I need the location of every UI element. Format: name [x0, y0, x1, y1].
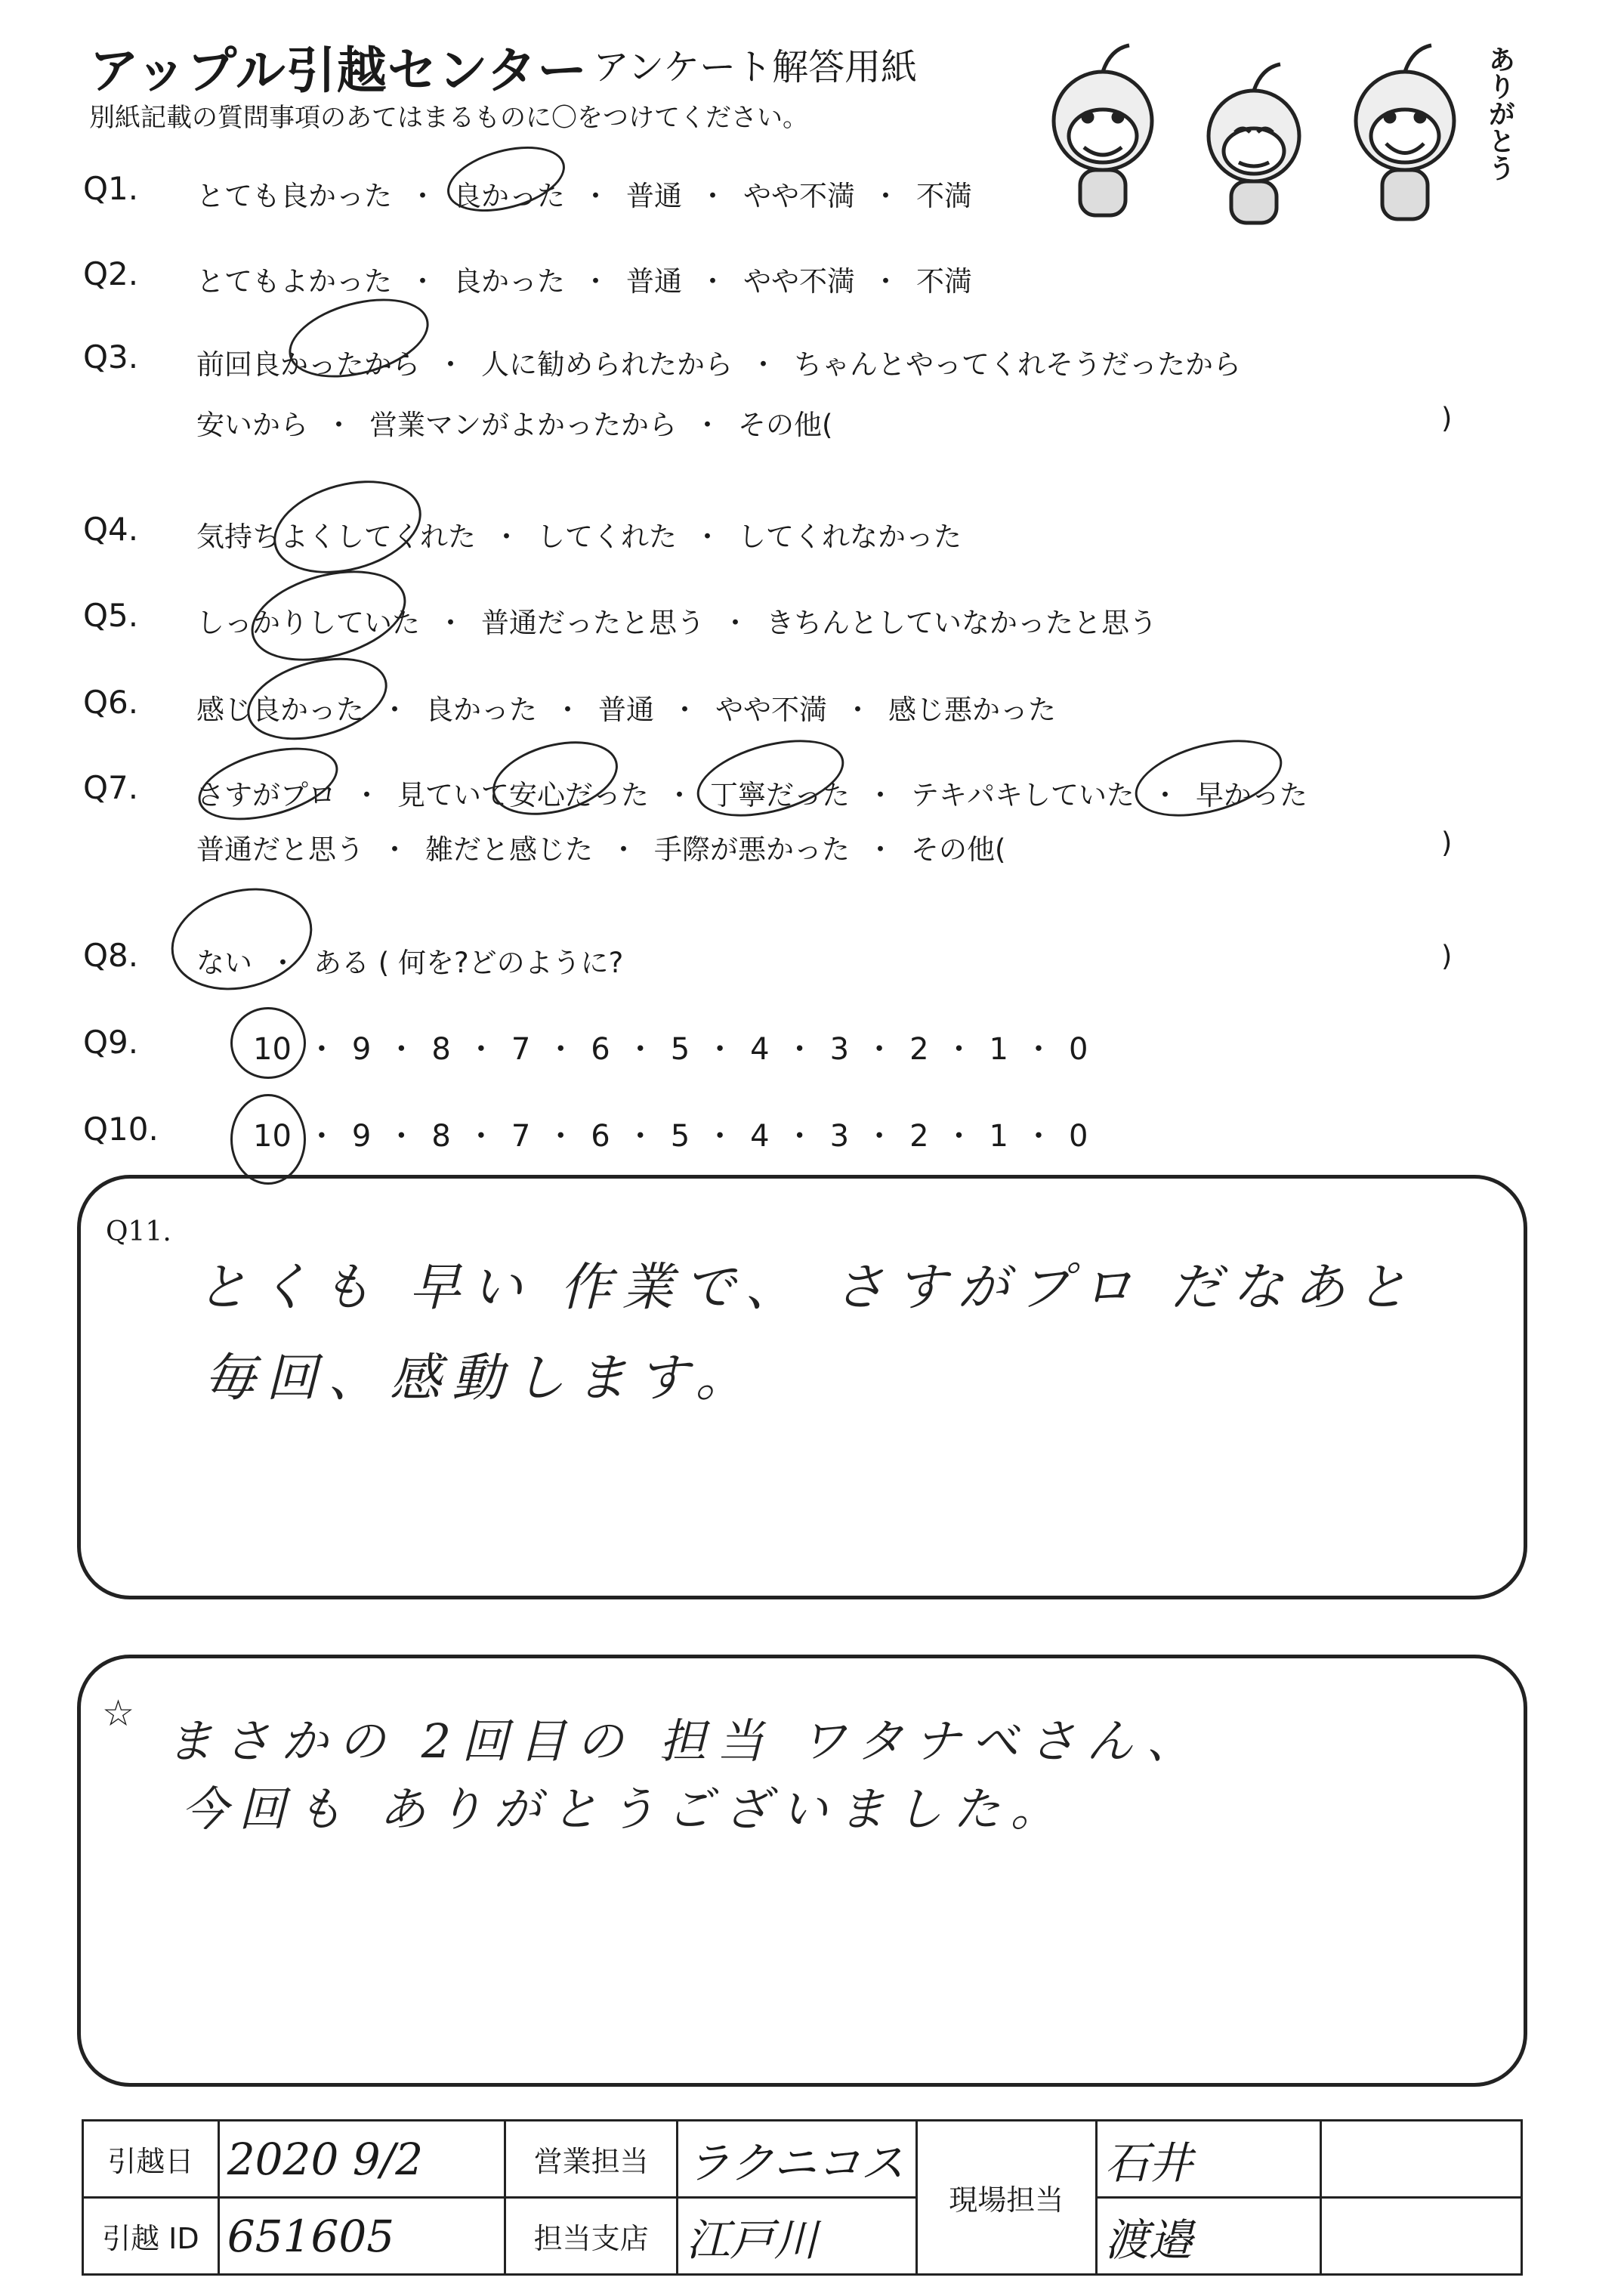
moving-id-label: 引越 ID — [83, 2198, 219, 2275]
answer-option[interactable]: ちゃんとやってくれそうだったから — [794, 348, 1241, 381]
option-separator: ・ — [872, 180, 900, 212]
answer-option[interactable]: 手際が悪かった — [654, 833, 850, 866]
scale-separator: ・ — [705, 1119, 736, 1154]
selection-mark — [238, 644, 396, 754]
answer-option[interactable]: 良かった — [453, 265, 565, 298]
closing-paren: ) — [1441, 827, 1453, 859]
answer-option[interactable]: 普通 — [626, 265, 682, 298]
selection-mark — [1127, 726, 1290, 831]
score-option[interactable]: 6 — [591, 1119, 610, 1154]
scale-separator: ・ — [1023, 1032, 1054, 1067]
option-separator: ・ — [582, 265, 610, 298]
score-option[interactable]: 8 — [431, 1119, 451, 1154]
answer-option[interactable]: しっかりしていた — [196, 607, 420, 639]
answer-option[interactable]: 丁寧だった — [710, 779, 850, 811]
scale-question-label: Q9. — [83, 1024, 139, 1061]
option-separator: ・ — [671, 694, 699, 726]
answer-option[interactable]: やや不満 — [743, 180, 855, 212]
survey-company-title: アップル引越センター — [89, 42, 588, 100]
answer-option[interactable]: テキパキしていた — [911, 779, 1135, 811]
question-label: Q1. — [83, 170, 139, 207]
option-separator: ・ — [1151, 779, 1179, 811]
scale-separator: ・ — [465, 1032, 496, 1067]
question-label: Q4. — [83, 511, 139, 548]
branch-label: 担当支店 — [505, 2198, 677, 2275]
score-option[interactable]: 9 — [351, 1119, 372, 1154]
answer-option[interactable]: とてもよかった — [196, 265, 392, 298]
answer-option[interactable]: 雑だと感じた — [425, 833, 593, 866]
score-option[interactable]: 6 — [591, 1032, 610, 1067]
score-option[interactable]: 10 — [253, 1119, 292, 1154]
answer-option[interactable]: 良かった — [453, 180, 565, 212]
answer-option[interactable]: やや不満 — [743, 265, 855, 298]
score-option[interactable]: 0 — [1068, 1032, 1088, 1067]
score-option[interactable]: 3 — [829, 1119, 850, 1154]
moving-date-value: 2020 9/2 — [218, 2121, 505, 2198]
selected-score-mark — [230, 1094, 306, 1185]
selection-mark — [190, 734, 346, 833]
answer-option[interactable]: 安いから — [196, 409, 308, 441]
score-option[interactable]: 1 — [989, 1032, 1008, 1067]
option-separator: ・ — [492, 521, 520, 553]
scale-separator: ・ — [864, 1032, 895, 1067]
option-separator: ・ — [269, 947, 297, 979]
survey-instruction: 別紙記載の質問事項のあてはまるものに〇をつけてください。 — [89, 103, 808, 133]
answer-option[interactable]: 気持ちよくしてくれた — [196, 521, 476, 553]
empty-cell-2 — [1320, 2198, 1521, 2275]
scale-separator: ・ — [386, 1119, 417, 1154]
scale-separator: ・ — [465, 1119, 496, 1154]
score-option[interactable]: 0 — [1068, 1119, 1088, 1154]
scale-separator: ・ — [943, 1032, 974, 1067]
score-option[interactable]: 5 — [670, 1119, 690, 1154]
answer-option[interactable]: やや不満 — [715, 694, 827, 726]
answer-option[interactable]: してくれた — [537, 521, 677, 553]
score-option[interactable]: 2 — [909, 1119, 929, 1154]
option-separator: ・ — [693, 521, 721, 553]
question-label: Q6. — [83, 684, 139, 721]
answer-option[interactable]: 感じ良かった — [196, 694, 364, 726]
comment-handwritten-line-2: 今回も ありがとうございました。 — [181, 1782, 1068, 1837]
answer-option[interactable]: とても良かった — [196, 180, 392, 212]
selection-mark — [159, 873, 323, 1006]
option-separator: ・ — [409, 180, 437, 212]
option-separator: ・ — [665, 779, 693, 811]
score-scale — [253, 1112, 1088, 1155]
answer-option[interactable]: 良かった — [425, 694, 537, 726]
answer-option[interactable]: きちんとしていなかったと思う — [766, 607, 1157, 639]
answer-option[interactable]: その他( — [911, 833, 1006, 866]
star-icon: ☆ — [102, 1692, 135, 1735]
closing-paren: ) — [1441, 402, 1453, 434]
option-separator: ・ — [582, 180, 610, 212]
answer-option[interactable]: ない — [196, 947, 252, 979]
option-separator: ・ — [693, 409, 721, 441]
scale-question-label: Q10. — [83, 1111, 159, 1148]
option-separator: ・ — [749, 348, 777, 381]
answer-option[interactable]: 普通だと思う — [196, 833, 364, 866]
option-separator: ・ — [381, 833, 409, 866]
question-label: Q3. — [83, 338, 139, 375]
option-separator: ・ — [437, 607, 465, 639]
answer-option[interactable]: 普通だったと思う — [481, 607, 705, 639]
answer-option[interactable]: 早かった — [1196, 779, 1308, 811]
site-staff-label: 現場担当 — [916, 2121, 1096, 2275]
option-separator: ・ — [554, 694, 582, 726]
score-option[interactable]: 1 — [989, 1119, 1008, 1154]
answer-option[interactable]: 営業マンがよかったから — [369, 409, 677, 441]
option-separator: ・ — [866, 833, 894, 866]
scale-separator: ・ — [545, 1119, 576, 1154]
option-separator: ・ — [381, 694, 409, 726]
scale-separator: ・ — [943, 1119, 974, 1154]
selected-score-mark — [230, 1007, 306, 1079]
q11-label: Q11. — [106, 1216, 171, 1247]
q11-handwritten-line-1: とくも 早い 作業で、 さすがプロ だなあと — [196, 1258, 1419, 1318]
closing-paren: ) — [1441, 940, 1453, 972]
score-option[interactable]: 10 — [253, 1032, 292, 1067]
score-option[interactable]: 7 — [511, 1032, 531, 1067]
scale-separator: ・ — [625, 1032, 656, 1067]
option-separator: ・ — [437, 348, 465, 381]
answer-option[interactable]: ある ( 何を?どのように? — [313, 947, 624, 979]
answer-option[interactable]: 普通 — [626, 180, 682, 212]
option-separator: ・ — [610, 833, 638, 866]
thanks-text: ありがとう — [1484, 45, 1515, 181]
score-option[interactable]: 4 — [750, 1119, 770, 1154]
sales-rep-value: ラクニコス — [678, 2121, 916, 2198]
answer-option[interactable]: その他( — [738, 409, 833, 441]
option-separator: ・ — [844, 694, 872, 726]
sales-rep-label: 営業担当 — [505, 2121, 677, 2198]
empty-cell-1 — [1320, 2121, 1521, 2198]
option-separator: ・ — [353, 779, 381, 811]
option-separator: ・ — [325, 409, 353, 441]
scale-separator: ・ — [545, 1032, 576, 1067]
score-option[interactable]: 3 — [829, 1032, 850, 1067]
answer-option[interactable]: 感じ悪かった — [888, 694, 1056, 726]
score-option[interactable]: 5 — [670, 1032, 690, 1067]
q11-handwritten-line-2: 毎回、感動します。 — [204, 1349, 758, 1408]
answer-option[interactable]: 人に勧められたから — [481, 348, 733, 381]
score-option[interactable]: 7 — [511, 1119, 531, 1154]
score-option[interactable]: 8 — [431, 1032, 451, 1067]
scale-separator: ・ — [625, 1119, 656, 1154]
question-label: Q8. — [83, 937, 139, 974]
answer-option[interactable]: 普通 — [598, 694, 654, 726]
score-scale — [253, 1025, 1088, 1068]
option-separator: ・ — [409, 265, 437, 298]
score-option[interactable]: 2 — [909, 1032, 929, 1067]
moving-info-table — [82, 2119, 1523, 2276]
scale-separator: ・ — [864, 1119, 895, 1154]
scale-separator: ・ — [784, 1119, 815, 1154]
option-separator: ・ — [699, 265, 727, 298]
comment-handwritten-line-1: まさかの 2回目の 担当 ワタナベさん、 — [166, 1714, 1204, 1769]
scale-separator: ・ — [386, 1032, 417, 1067]
question-label: Q5. — [83, 597, 139, 634]
answer-option[interactable]: してくれなかった — [738, 521, 962, 553]
selection-mark — [689, 726, 852, 831]
score-option[interactable]: 9 — [351, 1032, 372, 1067]
scale-separator: ・ — [1023, 1119, 1054, 1154]
answer-option[interactable]: 前回良かったから — [196, 348, 420, 381]
option-separator: ・ — [699, 180, 727, 212]
answer-option[interactable]: 不満 — [916, 265, 972, 298]
moving-id-value: 651605 — [218, 2198, 505, 2275]
answer-option[interactable]: 見ていて安心だった — [397, 779, 649, 811]
site-staff-value-2: 渡邉 — [1096, 2198, 1320, 2275]
scale-separator: ・ — [784, 1032, 815, 1067]
scale-separator: ・ — [306, 1032, 337, 1067]
question-label: Q7. — [83, 769, 139, 806]
site-staff-value-1: 石井 — [1096, 2121, 1320, 2198]
moving-date-label: 引越日 — [83, 2121, 219, 2198]
option-separator: ・ — [721, 607, 749, 639]
monkey-mascots-illustration — [1012, 30, 1496, 234]
branch-value: 江戸川 — [678, 2198, 916, 2275]
scale-separator: ・ — [705, 1032, 736, 1067]
survey-form-subtitle: アンケート解答用紙 — [593, 46, 918, 88]
answer-option[interactable]: さすがプロ — [196, 779, 336, 811]
answer-option[interactable]: 不満 — [916, 180, 972, 212]
score-option[interactable]: 4 — [750, 1032, 770, 1067]
option-separator: ・ — [872, 265, 900, 298]
option-separator: ・ — [866, 779, 894, 811]
question-label: Q2. — [83, 255, 139, 292]
scale-separator: ・ — [306, 1119, 337, 1154]
